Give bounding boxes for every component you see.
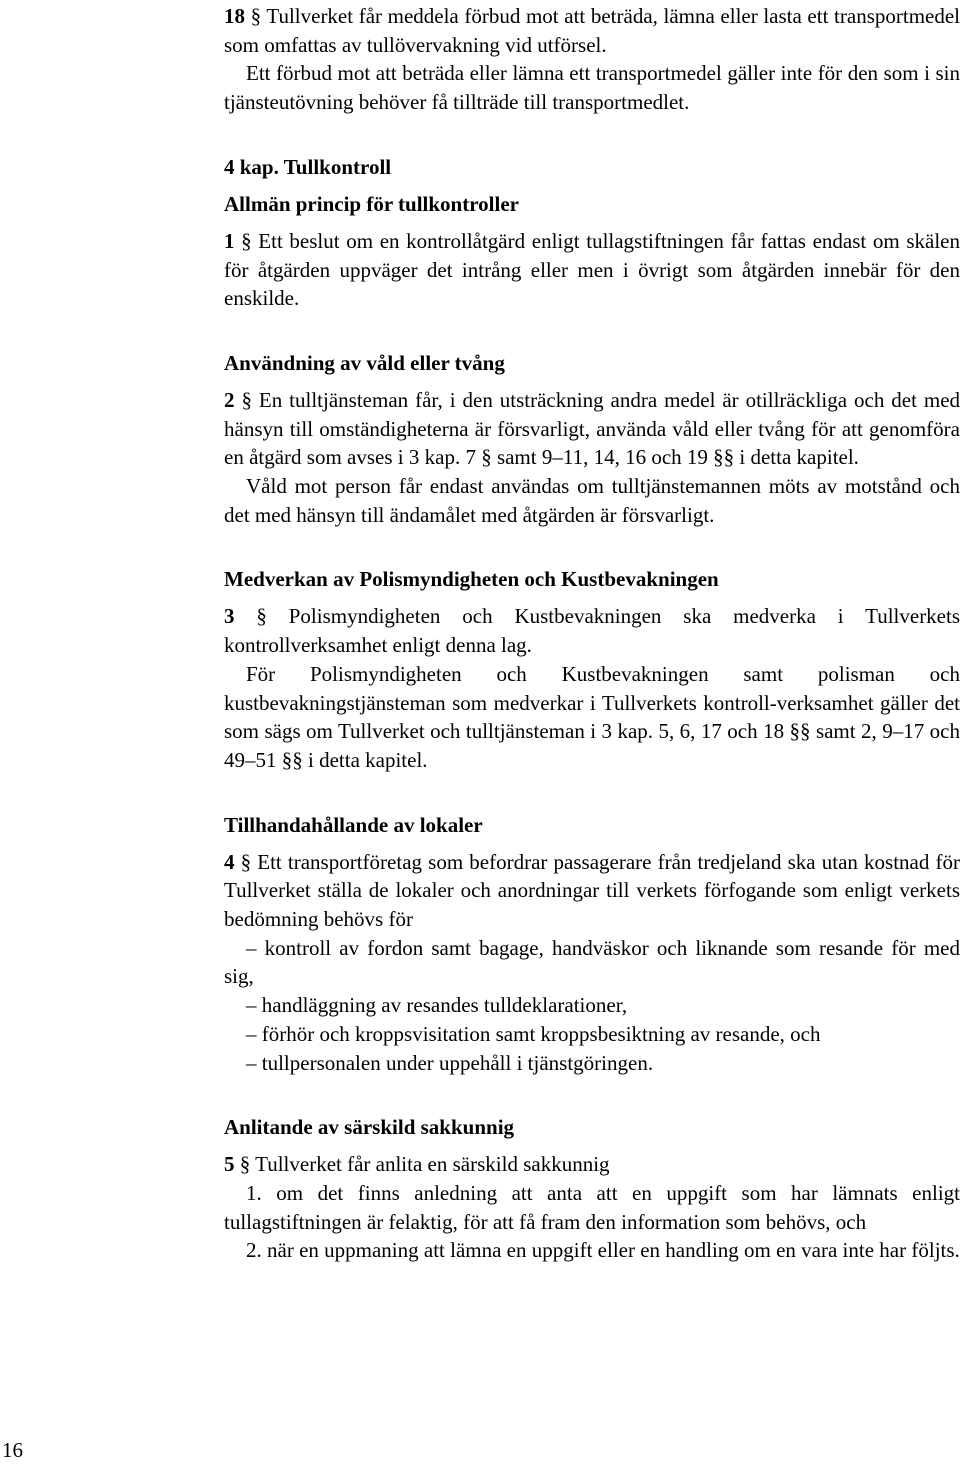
section-sign: §: [250, 4, 262, 28]
section-sign: §: [241, 387, 252, 412]
heading-section-3: Medverkan av Polismyndigheten och Kustbevakningen: [224, 567, 719, 592]
list-item: – tullpersonalen under uppehåll i tjänstgöringen.: [246, 1050, 654, 1075]
section-4-number: 4: [224, 849, 241, 874]
chapter-title: 4 kap. Tullkontroll: [224, 154, 392, 179]
section-sign: §: [256, 604, 267, 629]
section-3-paragraph: [224, 602, 960, 659]
list-item: 2. när en uppmaning att lämna en uppgift eller en handling om en vara inte har följts.: [246, 1238, 960, 1263]
section-3-paragraph-2: För Polismyndigheten och Kustbevakningen samt polisman och kustbevakningstjänsteman som medverkar i Tullverkets kontroll-verksamhet gäller det som sägs om Tullverket och tulltjänsteman i 3 kap. 5, 6, 17 och 18 §§ samt 2, 9–17 och 49–51 §§ i detta kapitel.: [224, 661, 960, 772]
section-1-number: 1: [224, 228, 242, 253]
section-5-text: Tullverket får anlita en särskild sakkunnig: [250, 1152, 610, 1177]
section-18-paragraph-2: Ett förbud mot att beträda eller lämna ett transportmedel gäller inte för den som i sin tjänsteutövning behöver få tillträde till transportmedlet.: [224, 61, 960, 115]
section-2-number: 2: [224, 387, 242, 412]
section-1-text: Ett beslut om en kontrollåtgärd enligt tullagstiftningen får fattas endast om skälen för åtgärden uppväger det intrång eller men i övrigt som åtgärden innebär för den enskilde.: [224, 228, 960, 311]
section-5-paragraph: [224, 1150, 960, 1179]
document-page: [224, 0, 960, 1265]
page-number: 16: [2, 1438, 23, 1462]
list-item: – handläggning av resandes tulldeklarationer,: [246, 993, 628, 1018]
section-2-paragraph-2: Våld mot person får endast användas om tulltjänstemannen möts av motstånd och det med hänsyn till ändamålet med åtgärden är försvarligt.: [224, 474, 960, 527]
chapter-subtitle: Allmän princip för tullkontroller: [224, 191, 519, 216]
section-sign: §: [240, 849, 252, 874]
section-18-number: 18: [224, 4, 251, 28]
heading-section-5: Anlitande av särskild sakkunnig: [224, 1115, 515, 1140]
list-item: 1. om det finns anledning att anta att en uppgift som har lämnats enligt tullagstiftningen är felaktig, för att få fram den information som behövs, och: [224, 1180, 960, 1234]
section-2-paragraph: [224, 386, 960, 472]
section-1-paragraph: [224, 227, 960, 313]
section-sign: §: [239, 1152, 251, 1177]
heading-section-4: Tillhandahållande av lokaler: [224, 812, 483, 837]
list-item: – förhör och kroppsvisitation samt kroppsbesiktning av resande, och: [246, 1021, 821, 1046]
list-item: – kontroll av fordon samt bagage, handväskor och liknande som resande för med sig,: [224, 935, 960, 989]
section-2-text: En tulltjänsteman får, i den utsträckning andra medel är otillräckliga och det med hänsyn till omständigheterna är försvarligt, använda våld eller tvång för att genomföra en åtgärd som avses i 3 kap. 7 § samt 9–11, 14, 16 och 19 §§ i detta kapitel.: [224, 387, 960, 470]
section-3-text: Polismyndigheten och Kustbevakningen ska medverka i Tullverkets kontrollverksamhet enligt denna lag.: [224, 604, 960, 658]
section-4-text: Ett transportföretag som befordrar passagerare från tredjeland ska utan kostnad för Tullverket ställa de lokaler och anordningar till verkets förfogande som enligt verkets bedömning behövs för: [224, 849, 960, 932]
section-3-number: 3: [224, 604, 257, 629]
section-18-text: Tullverket får meddela förbud mot att beträda, lämna eller lasta ett transportmedel som omfattas av tullövervakning vid utförsel.: [224, 4, 960, 57]
section-18-paragraph: [224, 2, 960, 59]
section-5-number: 5: [224, 1152, 240, 1177]
section-sign: §: [241, 228, 252, 253]
section-4-paragraph: [224, 848, 960, 934]
heading-section-2: Användning av våld eller tvång: [224, 350, 505, 375]
